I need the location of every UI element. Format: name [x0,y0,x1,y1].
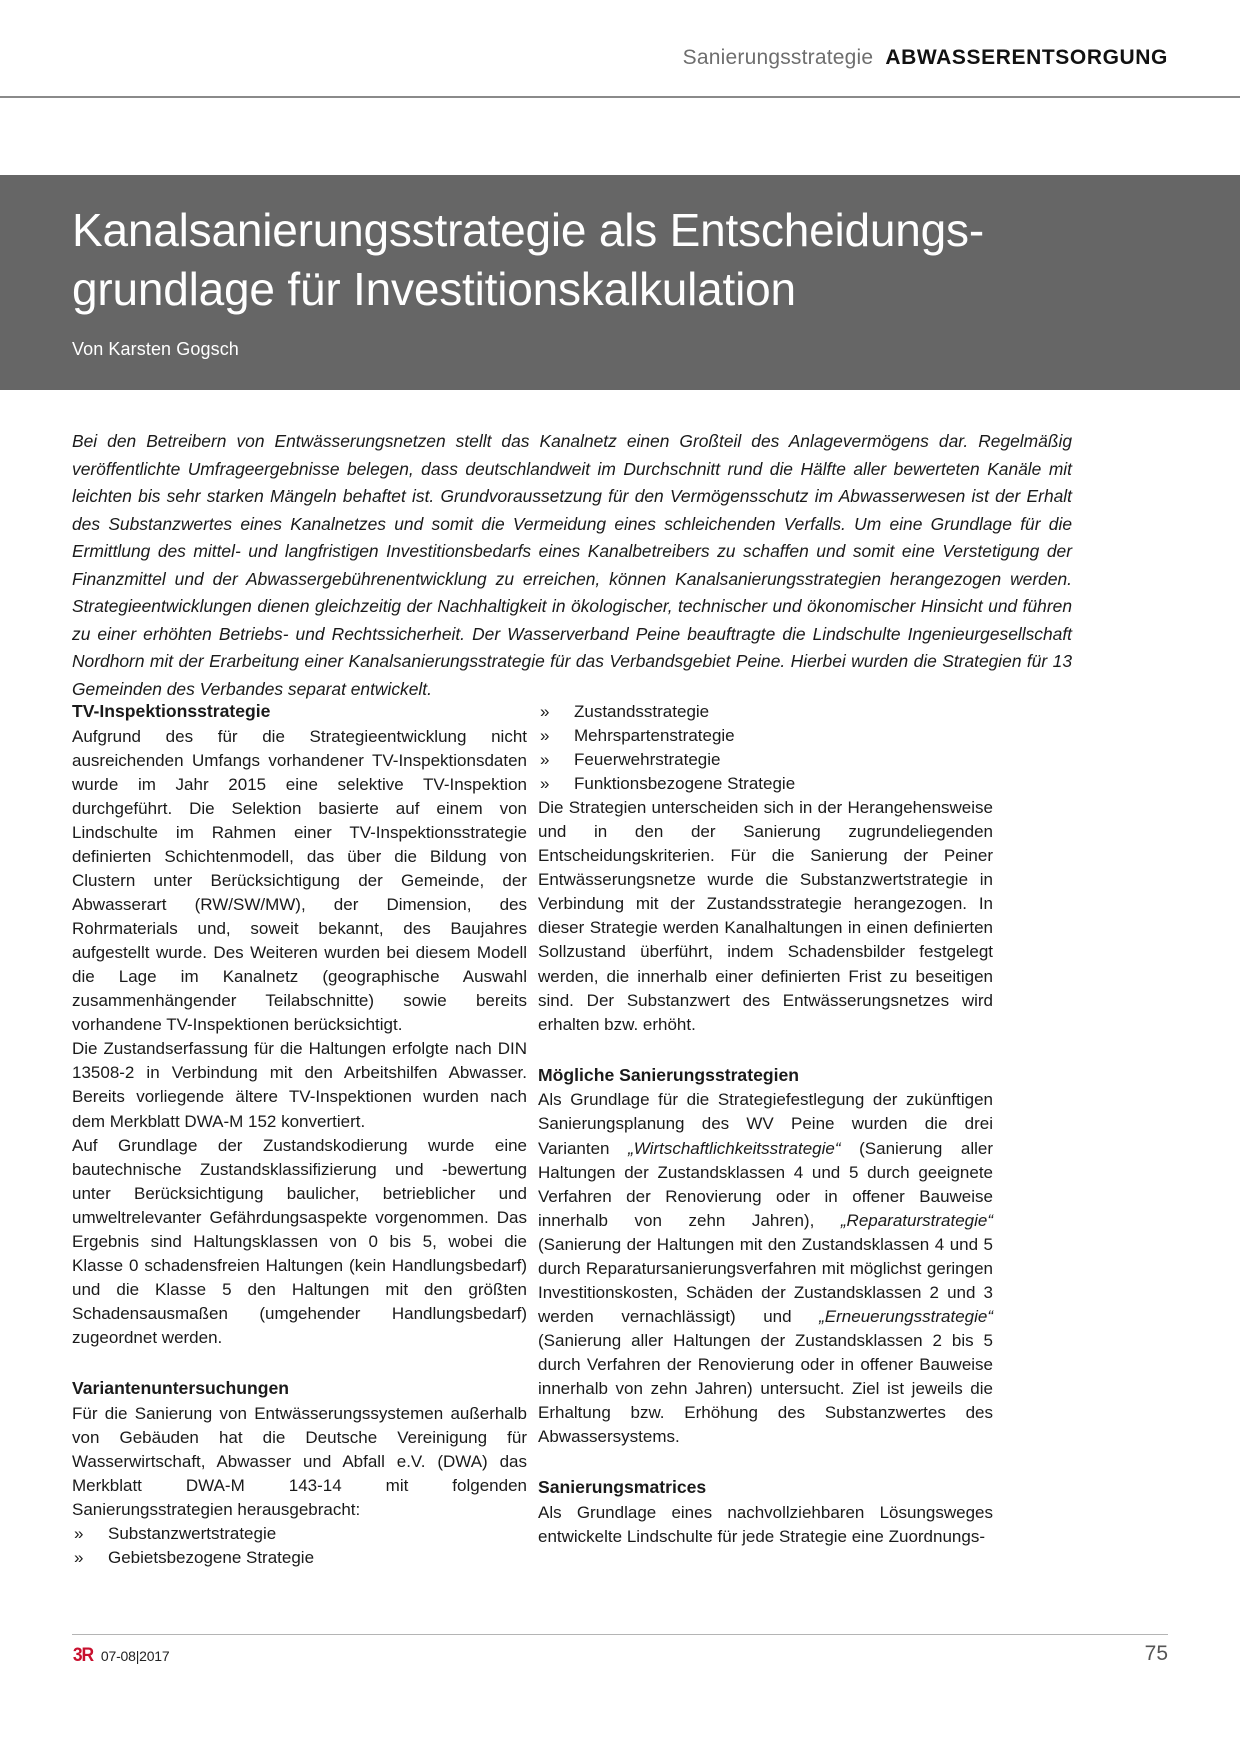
guillemet-bullet-icon: » [540,726,550,746]
running-head-topic: ABWASSERENTSORGUNG [885,46,1168,69]
varianten-text-1: Als Grundlage für die Strategiefestlegung der zukünftigen Sanierungsplanung des WV Peine wurden die drei Varianten [538,1090,993,1158]
body-columns [72,700,1072,1567]
guillemet-bullet-icon: » [74,1523,84,1543]
paragraph-sanierungsmatrices: Als Grundlage eines nachvollziehbaren Lösungsweges entwickelte Lindschulte für jede Strategie eine Zuordnungs- [538,1502,993,1546]
title-band [0,175,1240,390]
varianten-text-4: (Sanierung aller Haltungen der Zustandsklassen 2 bis 5 durch Verfahren der Renovierung oder in offener Bauweise innerhalb von zehn Jahren) untersucht. Ziel ist jeweils die Erhaltung bzw. Erhöhung des Substanzwertes des Abwassersystems. [538,1330,993,1447]
list-item-label: Funktionsbezogene Strategie [574,774,796,794]
brand-logo-3r: 3R [72,1645,94,1666]
strategy-list-right [538,700,993,796]
running-head-divider [0,96,1240,98]
abstract-paragraph: Bei den Betreibern von Entwässerungsnetzen stellt das Kanalnetz einen Großteil des Anlagevermögens dar. Regelmäßig veröffentlichte Umfrageergebnisse belegen, dass deutschlandweit im Durchschnitt rund die Hälfte aller bewerteten Kanäle mit leichten bis sehr starken Mängeln behaftet ist. Grundvoraussetzung für den Vermögensschutz im Abwasserwesen ist der Erhalt des Substanzwertes eines Kanalnetzes und somit die Vermeidung eines schleichenden Verfalls. Um eine Grundlage für die Ermittlung des mittel- und langfristigen Investitionsbedarfs eines Kanalbetreibers zu schaffen und somit eine Verstetigung der Finanzmittel und der Abwassergebührenentwicklung zu erreichen, können Kanalsanierungsstrategien herangezogen werden. Strategieentwicklungen dienen gleichzeitig der Nachhaltigkeit in ökologischer, technischer und ökonomischer Hinsicht und führen zu einer erhöhten Betriebs- und Rechtssicherheit. Der Wasserverband Peine beauftragte die Lindschulte Ingenieurgesellschaft Nordhorn mit der Erarbeitung einer Kanalsanierungsstrategie für das Verbandsgebiet Peine. Hierbei wurden die Strategien für 13 Gemeinden des Verbandes separat entwickelt. [72,431,1072,699]
page-footer [72,1642,1168,1686]
page-title [72,201,1120,319]
running-head-section: Sanierungsstrategie [682,46,874,69]
list-item [72,1546,527,1570]
list-item-label: Feuerwehrstrategie [574,750,721,770]
varianten-text-3: (Sanierung der Haltungen mit den Zustandsklassen 4 und 5 durch Reparatursanierungsverfahren mit möglichst geringen Investitionskosten, Schäden der Zustandsklassen 2 und 3 werden vernachlässigt) und [538,1234,993,1326]
heading-sanierungsmatrices: Sanierungsmatrices [538,1477,707,1498]
page-title-line2: grundlage für Investitionskalkulation [72,262,796,315]
heading-tv-inspektionsstrategie: TV-Inspektionsstrategie [72,701,271,721]
paragraph-tv-inspektion-3: Auf Grundlage der Zustandskodierung wurde eine bautechnische Zustandsklassifizierung und -bewertung unter Berücksichtigung baulicher, betrieblicher und umweltrelevanter Gefährdungsaspekte vorgenommen. Das Ergebnis sind Haltungsklassen von 0 bis 5, wobei die Klasse 0 schadensfreien Haltungen (kein Handlungsbedarf) und die Klasse 5 den Haltungen mit den größten Schadensausmaßen (umgehender Handlungsbedarf) zugeordnet werden. [72,1135,527,1347]
list-item [538,772,993,796]
right-column [538,700,993,1549]
varianten-text-2: (Sanierung aller Haltungen der Zustandsklassen 4 und 5 durch geeignete Verfahren der Renovierung oder in offener Bauweise innerhalb von zehn Jahren), [538,1138,993,1230]
list-item [538,700,993,724]
paragraph-tv-inspektion-2: Die Zustandserfassung für die Haltungen erfolgte nach DIN 13508-2 in Verbindung mit den Arbeitshilfen Abwasser. Bereits vorliegende ältere TV-Inspektionen wurden nach dem Merkblatt DWA-M 152 konvertiert. [72,1039,527,1131]
heading-moegliche-sanierungsstrategien: Mögliche Sanierungsstrategien [538,1064,800,1085]
guillemet-bullet-icon: » [540,774,550,794]
paragraph-strategien-unterschiede: Die Strategien unterscheiden sich in der Herangehensweise und in den der Sanierung zugrundeliegenden Entscheidungskriterien. Für die Sanierung der Peiner Entwässerungsnetze wurde die Substanzwertstrategie in Verbindung mit der Zustandsstrategie herangezogen. In dieser Strategie werden Kanalhaltungen in einen definierten Sollzustand überführt, indem Schadensbilder festgelegt werden, die innerhalb einer definierten Frist zu beseitigen sind. Der Substanzwert des Entwässerungsnetzes wird erhalten bzw. erhöht. [538,798,993,1034]
left-column [72,700,527,1570]
list-item [538,748,993,772]
paragraph-varianten [538,1088,993,1449]
heading-variantenuntersuchungen: Variantenuntersuchungen [72,1377,290,1398]
guillemet-bullet-icon: » [540,750,550,770]
varianten-em-erneuerungsstrategie: „Erneuerungsstrategie“ [819,1306,993,1326]
paragraph-variantenuntersuchungen: Für die Sanierung von Entwässerungssystemen außerhalb von Gebäuden hat die Deutsche Vereinigung für Wasserwirtschaft, Abwasser und Abfall e.V. (DWA) das Merkblatt DWA-M 143-14 mit folgenden Sanierungsstrategien herausgebracht: [72,1403,527,1519]
footer-left-group [72,1646,169,1665]
list-item [538,724,993,748]
running-head [72,46,1168,70]
strategy-list-left [72,1522,527,1570]
list-item-label: Substanzwertstrategie [108,1523,277,1543]
guillemet-bullet-icon: » [74,1548,84,1567]
guillemet-bullet-icon: » [540,702,550,721]
issue-label: 07-08|2017 [100,1647,170,1664]
footer-divider [72,1634,1168,1635]
varianten-em-reparaturstrategie: „Reparaturstrategie“ [840,1210,993,1230]
page-title-line1: Kanalsanierungsstrategie als Entscheidungs- [72,204,984,256]
list-item-label: Zustandsstrategie [574,702,710,721]
title-inner [72,201,1120,360]
list-item [72,1522,527,1546]
varianten-em-wirtschaftlichkeitsstrategie: „Wirtschaftlichkeitsstrategie“ [628,1138,841,1158]
page-number: 75 [1144,1642,1168,1665]
paragraph-tv-inspektion-1: Aufgrund des für die Strategieentwicklung nicht ausreichenden Umfangs vorhandener TV-Inspektionsdaten wurde im Jahr 2015 eine selektive TV-Inspektion durchgeführt. Die Selektion basierte auf einem von Lindschulte im Rahmen einer TV-Inspektionsstrategie definierten Schichtenmodell, das über die Bildung von Clustern unter Berücksichtigung der Gemeinde, der Abwasserart (RW/SW/MW), der Dimension, des Rohrmaterials und, soweit bekannt, des Baujahres aufgestellt wurde. Des Weiteren wurden bei diesem Modell die Lage im Kanalnetz (geographische Auswahl zusammenhängender Teilabschnitte) sowie bereits vorhandene TV-Inspektionen berücksichtigt. [72,726,527,1035]
list-item-label: Mehrspartenstrategie [574,726,735,746]
list-item-label: Gebietsbezogene Strategie [108,1548,315,1567]
byline: Von Karsten Gogsch [72,338,239,359]
